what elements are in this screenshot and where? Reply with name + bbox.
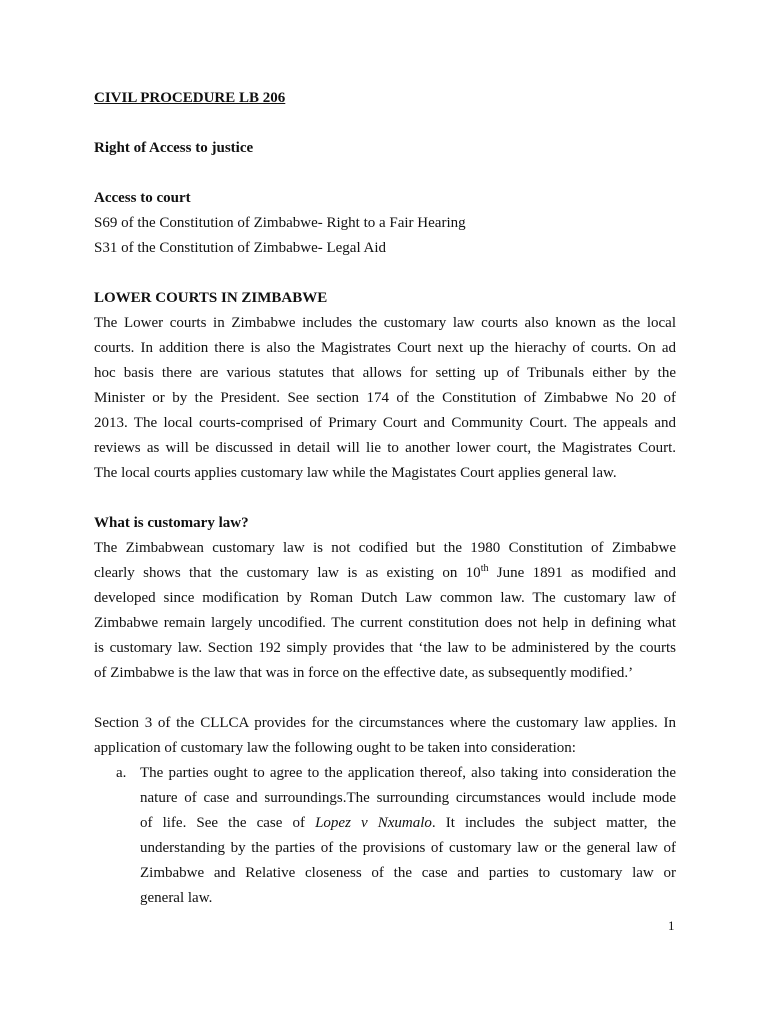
- customary-heading: What is customary law?: [94, 515, 249, 531]
- list-line: general law.: [140, 890, 213, 906]
- paragraph-line: Zimbabwe remain largely uncodified. The current constitution does not help in defining what: [94, 615, 676, 631]
- list-line: nature of case and surroundings.The surrounding circumstances would include mode: [140, 790, 676, 806]
- case-name: Lopez v Nxumalo: [315, 815, 432, 831]
- paragraph-line: courts. In addition there is also the Magistrates Court next up the hierachy of courts. On ad: [94, 340, 676, 356]
- text-run: June 1891 as modified and: [488, 565, 676, 581]
- access-heading: Access to court: [94, 190, 191, 206]
- section3-paragraph: [94, 711, 676, 761]
- document-subtitle: Right of Access to justice: [94, 140, 254, 156]
- access-line-2: S31 of the Constitution of Zimbabwe- Legal Aid: [94, 240, 387, 256]
- text-run: of life. See the case of: [140, 815, 316, 831]
- access-line-1: S69 of the Constitution of Zimbabwe- Right to a Fair Hearing: [94, 215, 466, 231]
- paragraph-line: of Zimbabwe is the law that was in force on the effective date, as subsequently modified.’: [94, 665, 634, 681]
- paragraph-line: Section 3 of the CLLCA provides for the circumstances where the customary law applies. In: [94, 715, 676, 731]
- paragraph-line: 2013. The local courts-comprised of Primary Court and Community Court. The appeals and: [94, 415, 676, 431]
- lower-courts-heading: LOWER COURTS IN ZIMBABWE: [94, 290, 328, 306]
- paragraph-line: developed since modification by Roman Dutch Law common law. The customary law of: [94, 590, 676, 606]
- list-line: [140, 811, 676, 836]
- list-line: The parties ought to agree to the application thereof, also taking into consideration the: [140, 765, 676, 781]
- paragraph-line: The Zimbabwean customary law is not codified but the 1980 Constitution of Zimbabwe: [94, 540, 676, 556]
- paragraph-line: application of customary law the following ought to be taken into consideration:: [94, 740, 576, 756]
- paragraph-line: reviews as will be discussed in detail will lie to another lower court, the Magistrates Court.: [94, 440, 676, 456]
- list-marker: a.: [116, 765, 127, 781]
- list-line: understanding by the parties of the provisions of customary law or the general law of: [140, 840, 676, 856]
- text-run: clearly shows that the customary law is as existing on 10: [94, 565, 481, 581]
- paragraph-line: The local courts applies customary law while the Magistates Court applies general law.: [94, 465, 617, 481]
- paragraph-line: Minister or by the President. See section 174 of the Constitution of Zimbabwe No 20 of: [94, 390, 676, 406]
- paragraph-line: is customary law. Section 192 simply provides that ‘the law to be administered by the courts: [94, 640, 676, 656]
- document-title: CIVIL PROCEDURE LB 206: [94, 90, 286, 106]
- paragraph-line: The Lower courts in Zimbabwe includes the customary law courts also known as the local: [94, 315, 676, 331]
- text-run: . It includes the subject matter, the: [431, 815, 676, 831]
- paragraph-line: hoc basis there are various statutes that allows for setting up of Tribunals either by the: [94, 365, 676, 381]
- superscript: th: [480, 563, 489, 574]
- list-line: Zimbabwe and Relative closeness of the case and parties to customary law or: [140, 865, 676, 881]
- lower-courts-paragraph: [94, 311, 676, 486]
- list-item-a: [94, 761, 676, 911]
- customary-paragraph: [94, 536, 676, 686]
- document-body: [94, 86, 676, 911]
- paragraph-line: [94, 561, 676, 586]
- page-number: 1: [668, 918, 675, 933]
